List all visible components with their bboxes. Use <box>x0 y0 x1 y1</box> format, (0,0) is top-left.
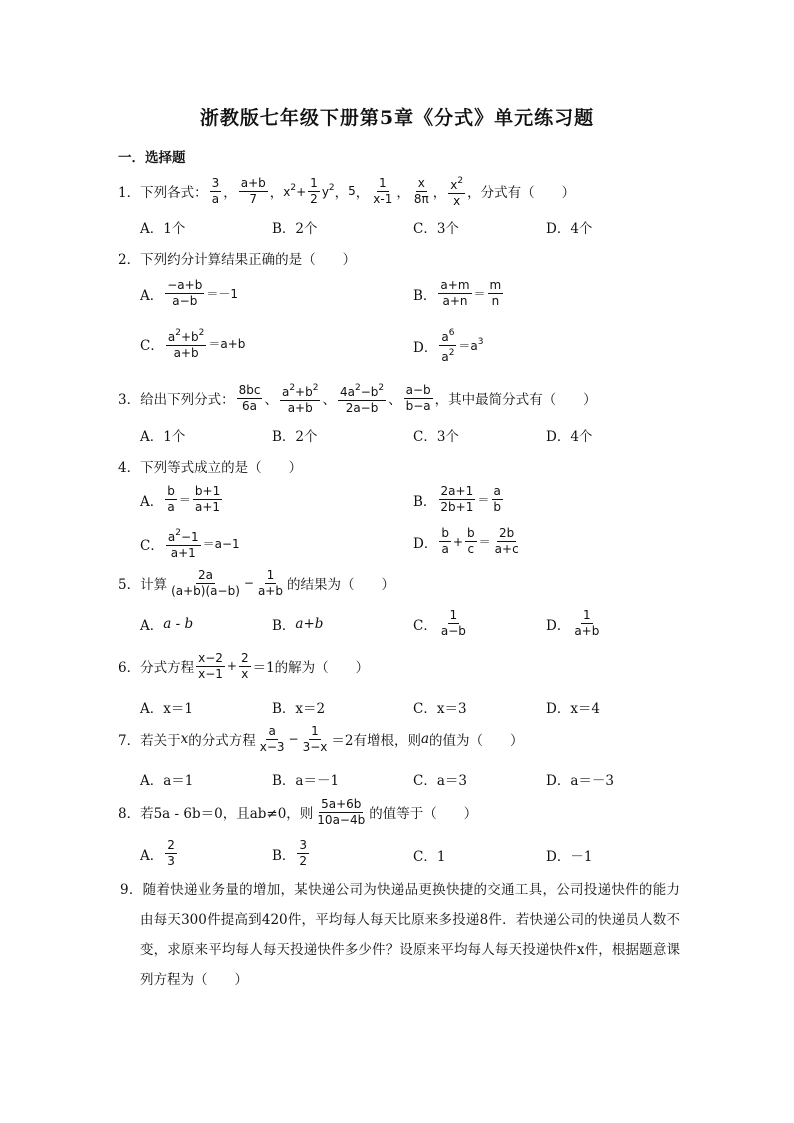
option-c: C． $\frac{a^2+b^2}{a+b}$ ＝a+b <box>140 328 246 360</box>
option-c: C．3个 <box>413 429 459 445</box>
term: $x^2+$ <box>283 183 307 199</box>
option-b: B．2个 <box>272 429 318 445</box>
option-a: A． a - b <box>140 616 194 634</box>
option-d: D． $\frac{1}{a+b}$ <box>546 608 600 638</box>
page-title: 浙教版七年级下册第5章《分式》单元练习题 <box>199 107 595 129</box>
question-1: 1． 下列各式： $\frac{3}{a}$ ， $\frac{a+b}{7}$ ， $x^2+$ $\frac{1}{2}$ $y^2$ ， 5 ， $\frac{1}{x-1}$ ， $\frac{x}{8\pi}$ ， $\frac{x^2}{x}$ ，分式有（ ） <box>118 175 576 208</box>
fraction: $\frac{1}{2}$ <box>310 175 318 206</box>
option-c: C． $\frac{a^2-1}{a+1}$ ＝a−1 <box>140 528 240 560</box>
option-b: B． $\frac{3}{2}$ <box>272 838 308 868</box>
question-3: 3． 给出下列分式： $\frac{8bc}{6a}$ 、 $\frac{a^2+b^2}{a+b}$ 、 $\frac{4a^2-b^2}{2a-b}$ 、 $\frac{a-b}{b-a}$ ，其中最简分式有（ ） <box>118 382 597 415</box>
fraction: $\frac{1}{x-1}$ <box>373 175 393 206</box>
question-4: 4．下列等式成立的是（ ） <box>118 460 303 476</box>
option-a: A． $\frac{-a+b}{a-b}$ ＝－1 <box>140 278 238 308</box>
option-b: B． $\frac{2a+1}{2b+1}$ ＝ $\frac{a}{b}$ <box>413 484 502 514</box>
option-d: D． $\frac{a^6}{a^2}$ $=a^3$ <box>413 328 484 364</box>
question-9: 9．随着快递业务量的增加，某快递公司为快递品更换快捷的交通工具，公司投递快件的能力由每天300件提高到420件，平均每人每天比原来多投递8件．若快递公司的快递员人数不变，求原来平均每人每天投递快件多少件？设原来平均每人每天投递快件x件，根据题意课列方程为（ ） <box>120 882 681 988</box>
option-d: D．a＝－3 <box>546 773 614 789</box>
option-d: D．－1 <box>546 849 593 865</box>
fraction: $\frac{a+b}{7}$ <box>240 175 266 206</box>
option-a: A．1个 <box>140 221 186 237</box>
option-d: D．4个 <box>546 221 593 237</box>
question-7: 7． 若关于 x 的分式方程 $\frac{a}{x-3}$ − $\frac{1}{3-x}$ ＝2有增根，则 a 的值为（ ） <box>118 723 524 754</box>
option-c: C．1 <box>413 849 446 865</box>
option-d: D．x＝4 <box>546 701 601 717</box>
question-5: 5． 计算 $\frac{2a}{(a+b)(a-b)}$ − $\frac{1}{a+b}$ 的结果为（ ） <box>118 567 395 598</box>
question-6: 6． 分式方程 $\frac{x-2}{x-1}$ + $\frac{2}{x}$ ＝1的解为（ ） <box>118 650 370 681</box>
option-c: C． $\frac{1}{a-b}$ <box>413 608 466 638</box>
option-c: C．a＝3 <box>413 773 467 789</box>
fraction: $\frac{x^2}{x}$ <box>450 175 464 208</box>
option-c: C．x＝3 <box>413 701 467 717</box>
option-a: A． $\frac{b}{a}$ ＝ $\frac{b+1}{a+1}$ <box>140 484 221 514</box>
option-b: B．2个 <box>272 221 318 237</box>
option-a: A．a＝1 <box>140 773 194 789</box>
option-b: B． $\frac{a+m}{a+n}$ ＝ $\frac{m}{n}$ <box>413 278 502 308</box>
option-c: C．3个 <box>413 221 459 237</box>
option-d: D． $\frac{b}{a}$ + $\frac{b}{c}$ ＝ $\frac{2b}{a+c}$ <box>413 526 519 556</box>
option-a: A．x＝1 <box>140 701 193 717</box>
option-d: D．4个 <box>546 429 593 445</box>
option-b: B．a＝－1 <box>272 773 340 789</box>
section-heading: 一．选择题 <box>118 150 186 166</box>
fraction: $\frac{x}{8\pi}$ <box>413 175 429 206</box>
option-a: A．1个 <box>140 429 186 445</box>
question-8: 8． 若5a - 6b＝0，且ab≠0，则 $\frac{5a+6b}{10a-4b}$ 的值等于（ ） <box>118 796 478 827</box>
question-2: 2．下列约分计算结果正确的是（ ） <box>118 252 357 268</box>
option-b: B．x＝2 <box>272 701 326 717</box>
option-b: B． a+b <box>272 616 324 634</box>
option-a: A． $\frac{2}{3}$ <box>140 838 175 868</box>
fraction: $\frac{3}{a}$ <box>211 175 220 206</box>
